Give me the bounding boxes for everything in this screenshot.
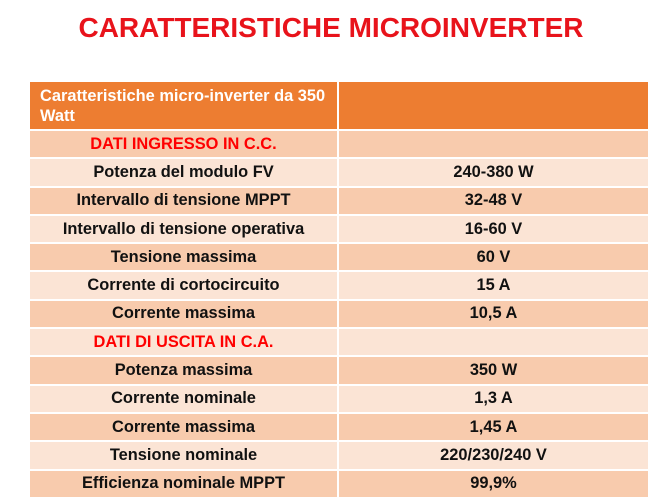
- row-label: Intervallo di tensione MPPT: [30, 188, 339, 214]
- row-label: Tensione nominale: [30, 442, 339, 468]
- table-row: [30, 242, 648, 270]
- row-value: 1,3 A: [474, 389, 513, 408]
- row-value: 350 W: [469, 361, 518, 380]
- table-row: [30, 214, 648, 242]
- header-title-text: Caratteristiche micro-inverter da 350 Watt: [40, 86, 326, 125]
- row-label: Corrente nominale: [30, 386, 339, 412]
- row-value: 240-380 W: [453, 162, 534, 181]
- table-row: [30, 384, 648, 412]
- table-row: [30, 299, 648, 327]
- section-row-input: [30, 129, 648, 157]
- page-title: CARATTERISTICHE MICROINVERTER: [78, 12, 584, 43]
- row-label: Potenza massima: [30, 357, 339, 383]
- section-label: DATI DI USCITA IN C.A.: [30, 329, 339, 355]
- table-row: [30, 186, 648, 214]
- row-value: 220/230/240 V: [440, 445, 547, 464]
- row-value: 60 V: [476, 247, 511, 266]
- table-row: [30, 157, 648, 185]
- row-value: 16-60 V: [464, 219, 523, 238]
- row-value-empty: [339, 131, 648, 157]
- row-label: Potenza del modulo FV: [30, 159, 339, 185]
- table-row: [30, 270, 648, 298]
- row-value: 32-48 V: [464, 191, 523, 210]
- table-row: [30, 355, 648, 383]
- row-label: Corrente massima: [30, 414, 339, 440]
- table-header-row: [30, 82, 648, 129]
- row-value-empty: [339, 329, 648, 355]
- row-label: Tensione massima: [30, 244, 339, 270]
- section-row-output: [30, 327, 648, 355]
- row-label: Corrente massima: [30, 301, 339, 327]
- row-value: 10,5 A: [469, 304, 518, 323]
- row-label: Corrente di cortocircuito: [30, 272, 339, 298]
- row-label: Efficienza nominale MPPT: [30, 471, 339, 497]
- row-value: 99,9%: [470, 474, 517, 493]
- table-row: [30, 440, 648, 468]
- header-cell-title: [30, 82, 339, 129]
- section-label: DATI INGRESSO IN C.C.: [30, 131, 339, 157]
- row-value: 1,45 A: [469, 417, 518, 436]
- table-row: [30, 469, 648, 497]
- row-label: Intervallo di tensione operativa: [30, 216, 339, 242]
- spec-table: [30, 82, 648, 497]
- header-cell-empty: [339, 82, 648, 129]
- table-row: [30, 412, 648, 440]
- row-value: 15 A: [476, 276, 511, 295]
